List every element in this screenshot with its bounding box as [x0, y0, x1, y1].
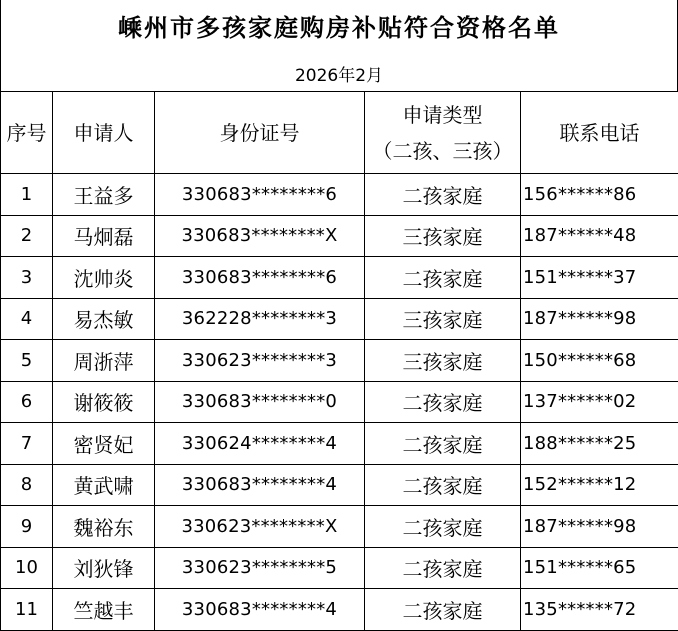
cell-applicant: 密贤妃	[53, 423, 155, 465]
cell-applicant: 周浙萍	[53, 340, 155, 382]
cell-applicant: 王益多	[53, 174, 155, 216]
cell-index: 5	[1, 340, 53, 382]
cell-phone: 187******98	[521, 506, 678, 548]
table-row	[1, 464, 678, 506]
cell-id-number: 330683********4	[155, 589, 365, 631]
cell-index: 8	[1, 464, 53, 506]
table-row	[1, 215, 678, 257]
table-row	[1, 589, 678, 631]
cell-id-number: 330683********X	[155, 215, 365, 257]
cell-applicant: 竺越丰	[53, 589, 155, 631]
document-title: 嵊州市多孩家庭购房补贴符合资格名单	[1, 8, 677, 43]
cell-phone: 151******37	[521, 257, 678, 299]
cell-index: 2	[1, 215, 53, 257]
cell-phone: 187******48	[521, 215, 678, 257]
header-application-type	[365, 92, 521, 174]
header-id-number: 身份证号	[155, 92, 365, 174]
cell-id-number: 330683********6	[155, 257, 365, 299]
cell-type: 二孩家庭	[365, 174, 521, 216]
cell-type: 二孩家庭	[365, 547, 521, 589]
cell-phone: 151******65	[521, 547, 678, 589]
cell-id-number: 330683********0	[155, 381, 365, 423]
cell-applicant: 谢筱筱	[53, 381, 155, 423]
table-header-row	[1, 92, 678, 174]
cell-index: 7	[1, 423, 53, 465]
table-row	[1, 340, 678, 382]
cell-id-number: 330623********5	[155, 547, 365, 589]
title-block	[0, 0, 678, 92]
cell-applicant: 沈帅炎	[53, 257, 155, 299]
cell-phone: 137******02	[521, 381, 678, 423]
cell-id-number: 330624********4	[155, 423, 365, 465]
cell-phone: 150******68	[521, 340, 678, 382]
cell-phone: 188******25	[521, 423, 678, 465]
cell-type: 二孩家庭	[365, 257, 521, 299]
cell-applicant: 黄武啸	[53, 464, 155, 506]
cell-type: 二孩家庭	[365, 506, 521, 548]
cell-applicant: 魏裕东	[53, 506, 155, 548]
table-row	[1, 547, 678, 589]
cell-id-number: 362228********3	[155, 298, 365, 340]
cell-type: 二孩家庭	[365, 589, 521, 631]
eligibility-table	[0, 91, 678, 631]
header-index: 序号	[1, 92, 53, 174]
cell-type: 二孩家庭	[365, 423, 521, 465]
cell-phone: 135******72	[521, 589, 678, 631]
cell-type: 三孩家庭	[365, 340, 521, 382]
table-row	[1, 298, 678, 340]
cell-phone: 156******86	[521, 174, 678, 216]
cell-applicant: 马炯磊	[53, 215, 155, 257]
table-row	[1, 423, 678, 465]
cell-id-number: 330623********X	[155, 506, 365, 548]
table-row	[1, 506, 678, 548]
cell-index: 3	[1, 257, 53, 299]
cell-index: 1	[1, 174, 53, 216]
cell-id-number: 330683********6	[155, 174, 365, 216]
cell-index: 9	[1, 506, 53, 548]
document-date: 2026年2月	[1, 61, 677, 86]
cell-phone: 152******12	[521, 464, 678, 506]
cell-index: 6	[1, 381, 53, 423]
header-type-line2: （二孩、三孩）	[365, 133, 520, 169]
cell-type: 二孩家庭	[365, 464, 521, 506]
cell-applicant: 刘狄锋	[53, 547, 155, 589]
cell-applicant: 易杰敏	[53, 298, 155, 340]
cell-type: 三孩家庭	[365, 298, 521, 340]
table-row	[1, 381, 678, 423]
cell-type: 二孩家庭	[365, 381, 521, 423]
cell-id-number: 330683********4	[155, 464, 365, 506]
cell-index: 10	[1, 547, 53, 589]
cell-id-number: 330623********3	[155, 340, 365, 382]
table-row	[1, 257, 678, 299]
table-row	[1, 174, 678, 216]
header-phone: 联系电话	[521, 92, 678, 174]
cell-phone: 187******98	[521, 298, 678, 340]
cell-type: 三孩家庭	[365, 215, 521, 257]
header-type-line1: 申请类型	[365, 97, 520, 133]
cell-index: 11	[1, 589, 53, 631]
header-applicant: 申请人	[53, 92, 155, 174]
cell-index: 4	[1, 298, 53, 340]
